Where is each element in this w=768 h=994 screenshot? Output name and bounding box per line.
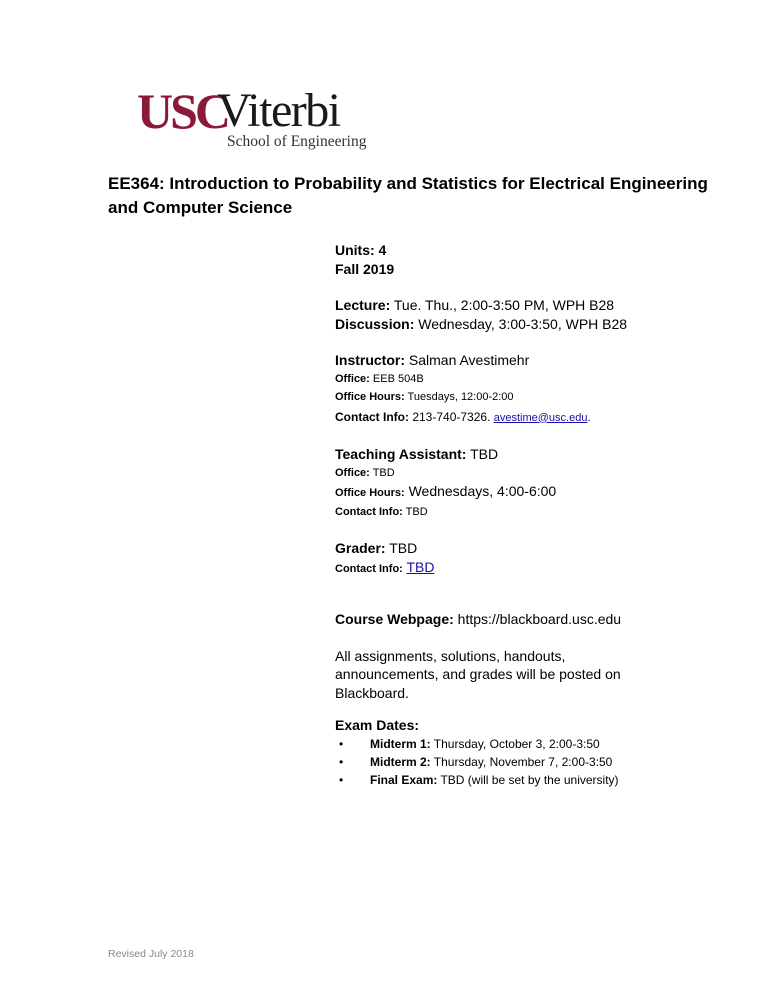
- instructor-hours: Tuesdays, 12:00-2:00: [404, 391, 514, 403]
- lecture-line: [335, 296, 675, 315]
- instructor-hours-line: [335, 388, 675, 407]
- webpage-label: Course Webpage:: [335, 611, 454, 627]
- exam-item-final: • Final Exam: TBD (will be set by the university): [339, 772, 619, 787]
- ta-hours: Wednesdays, 4:00-6:00: [404, 483, 557, 499]
- lecture-value: Tue. Thu., 2:00-3:50 PM, WPH B28: [390, 297, 615, 313]
- logo-viterbi-text: Viterbi: [217, 84, 340, 137]
- revised-footer: Revised July 2018: [108, 948, 194, 960]
- email-suffix: .: [587, 411, 591, 424]
- grader-contact-line: [335, 558, 675, 579]
- instructor-office-label: Office:: [335, 372, 370, 385]
- grader-contact-link[interactable]: TBD: [406, 558, 435, 575]
- exam-item-midterm-2: • Midterm 2: Thursday, November 7, 2:00-3:50: [339, 754, 613, 769]
- ta-contact-line: [335, 503, 675, 522]
- instructor-phone: 213-740-7326.: [409, 409, 494, 424]
- exam-item-midterm-1: • Midterm 1: Thursday, October 3, 2:00-3:50: [339, 736, 600, 751]
- bullet-icon: •: [339, 736, 344, 751]
- ta-office-line: [335, 464, 675, 483]
- usc-viterbi-logo: [137, 83, 367, 156]
- discussion-value: Wednesday, 3:00-3:50, WPH B28: [414, 315, 628, 332]
- webpage-note: All assignments, solutions, handouts, announcements, and grades will be posted on Blackboard.: [335, 647, 621, 701]
- instructor-email-link[interactable]: avestime@usc.edu: [493, 411, 588, 424]
- instructor-hours-label: Office Hours:: [335, 391, 405, 403]
- bullet-icon: •: [339, 754, 344, 769]
- logo-school-text: School of Engineering: [227, 133, 367, 150]
- ta-office: TBD: [369, 466, 395, 479]
- instructor-contact-label: Contact Info:: [335, 409, 409, 424]
- ta-label: Teaching Assistant:: [335, 446, 467, 462]
- instructor-label: Instructor:: [335, 352, 405, 368]
- webpage-line: [335, 610, 675, 629]
- discussion-line: [335, 315, 675, 334]
- instructor-line: [335, 351, 675, 370]
- ta-hours-line: [335, 482, 675, 503]
- units: Units: 4: [335, 242, 387, 258]
- exam-dates-heading: Exam Dates:: [335, 717, 420, 733]
- grader-contact-label: Contact Info:: [335, 562, 403, 575]
- exam-list: [335, 735, 675, 789]
- ta-contact-label: Contact Info:: [335, 505, 403, 518]
- ta-hours-label: Office Hours:: [335, 487, 405, 499]
- ta-line: [335, 445, 675, 464]
- instructor-office: EEB 504B: [369, 372, 424, 385]
- grader-label: Grader:: [335, 540, 386, 556]
- ta-office-label: Office:: [335, 466, 370, 479]
- discussion-label: Discussion:: [335, 315, 415, 332]
- lecture-label: Lecture:: [335, 297, 391, 313]
- course-info-column: [335, 241, 675, 789]
- term: Fall 2019: [335, 260, 395, 277]
- webpage-url: https://blackboard.usc.edu: [453, 611, 622, 627]
- grader-line: [335, 539, 675, 558]
- logo-usc-text: USC: [137, 83, 229, 139]
- course-title: EE364: Introduction to Probability and Statistics for Electrical Engineering and Computer Science: [108, 174, 708, 217]
- instructor-office-line: [335, 370, 675, 389]
- ta-contact: TBD: [402, 505, 428, 518]
- grader-name: TBD: [385, 540, 418, 556]
- instructor-name: Salman Avestimehr: [405, 352, 530, 368]
- instructor-contact-line: [335, 407, 675, 428]
- ta-name: TBD: [466, 446, 499, 462]
- bullet-icon: •: [339, 772, 344, 787]
